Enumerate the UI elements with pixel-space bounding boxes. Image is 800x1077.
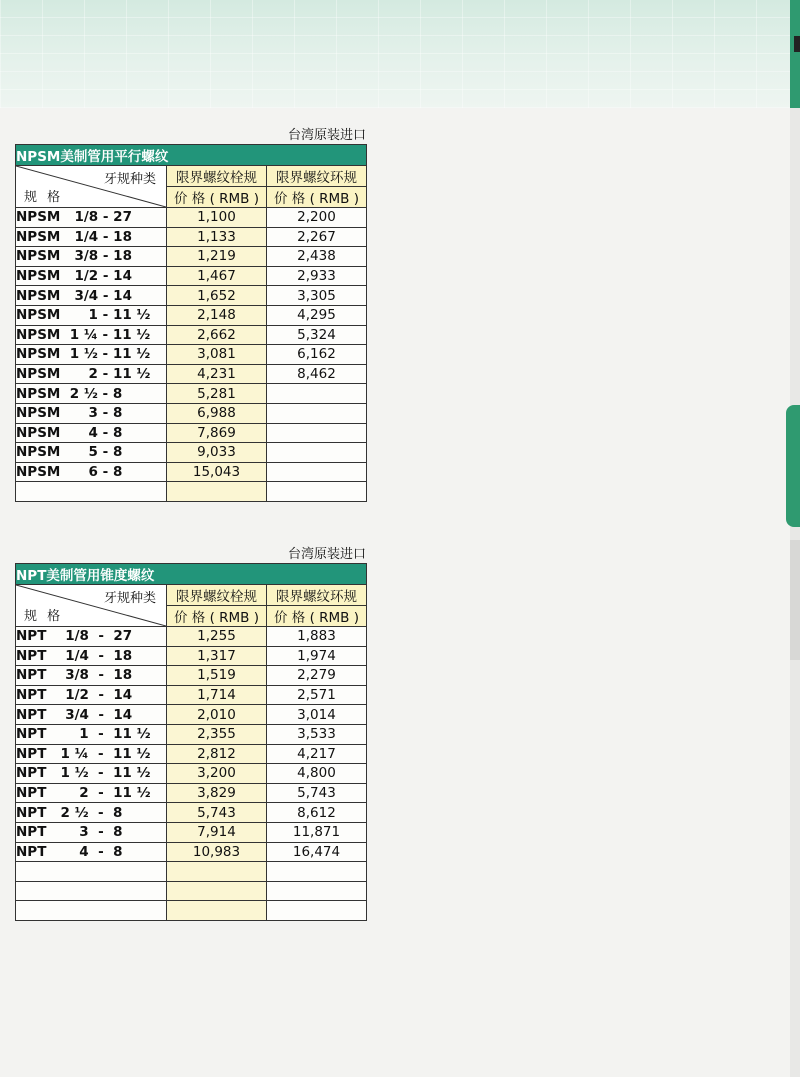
- spec-cell: [16, 881, 167, 901]
- plug-gauge-price: 1,100: [167, 208, 267, 228]
- ring-gauge-header: 限界螺纹环规: [267, 585, 367, 606]
- origin-label-npsm: 台湾原装进口: [287, 128, 366, 143]
- ring-gauge-price: [267, 862, 367, 882]
- table-row: [16, 443, 367, 463]
- ring-gauge-price: [267, 384, 367, 404]
- table-row: [16, 881, 367, 901]
- table-title-row: [16, 145, 367, 166]
- table-row: [16, 744, 367, 764]
- plug-gauge-price: 2,148: [167, 305, 267, 325]
- spec-cell: NPT 1 ½ - 11 ½: [16, 764, 167, 784]
- table-row: [16, 286, 367, 306]
- table-row: [16, 685, 367, 705]
- ring-gauge-price: 2,267: [267, 227, 367, 247]
- plug-gauge-price: [167, 901, 267, 921]
- right-edge-tab-section: [786, 405, 800, 527]
- ring-gauge-price: 2,279: [267, 666, 367, 686]
- spec-cell: NPSM 1 ½ - 11 ½: [16, 345, 167, 365]
- spec-label: 规 格: [24, 609, 64, 624]
- table-row: [16, 764, 367, 784]
- table-row: [16, 627, 367, 647]
- thread-type-label: 牙规种类: [103, 172, 156, 187]
- table-row: [16, 482, 367, 502]
- table-row: [16, 208, 367, 228]
- plug-gauge-price: 5,281: [167, 384, 267, 404]
- ring-gauge-price: [267, 462, 367, 482]
- ring-gauge-price: 2,571: [267, 685, 367, 705]
- npt-price-table: [15, 563, 367, 921]
- plug-price-header: 价 格 ( RMB ): [167, 606, 267, 627]
- spec-cell: NPSM 4 - 8: [16, 423, 167, 443]
- npsm-table-title: NPSM美制管用平行螺纹: [16, 145, 367, 166]
- table-row: [16, 462, 367, 482]
- table-row: [16, 403, 367, 423]
- ring-gauge-price: 3,305: [267, 286, 367, 306]
- right-edge-mark: [794, 36, 800, 52]
- ring-gauge-price: [267, 403, 367, 423]
- plug-gauge-header: 限界螺纹栓规: [167, 585, 267, 606]
- plug-gauge-price: 9,033: [167, 443, 267, 463]
- spec-cell: NPSM 5 - 8: [16, 443, 167, 463]
- spec-cell: NPT 3/4 - 14: [16, 705, 167, 725]
- npsm-price-table: [15, 144, 367, 502]
- spec-cell: NPT 1 - 11 ½: [16, 724, 167, 744]
- plug-gauge-price: [167, 862, 267, 882]
- header-row-1: [16, 166, 367, 187]
- plug-gauge-price: 6,988: [167, 403, 267, 423]
- ring-gauge-price: 2,438: [267, 247, 367, 267]
- thread-type-label: 牙规种类: [103, 591, 156, 606]
- table-row: [16, 266, 367, 286]
- plug-price-header: 价 格 ( RMB ): [167, 187, 267, 208]
- plug-gauge-price: 10,983: [167, 842, 267, 862]
- table-row: [16, 305, 367, 325]
- plug-gauge-price: 1,652: [167, 286, 267, 306]
- ring-gauge-price: 4,800: [267, 764, 367, 784]
- plug-gauge-price: 7,914: [167, 822, 267, 842]
- plug-gauge-price: [167, 482, 267, 502]
- table-row: [16, 842, 367, 862]
- plug-gauge-price: 1,133: [167, 227, 267, 247]
- plug-gauge-price: 5,743: [167, 803, 267, 823]
- page-header-band: [0, 0, 790, 108]
- plug-gauge-price: 1,317: [167, 646, 267, 666]
- spec-cell: NPSM 2 ½ - 8: [16, 384, 167, 404]
- table-row: [16, 247, 367, 267]
- ring-gauge-price: 1,974: [267, 646, 367, 666]
- table-title-row: [16, 564, 367, 585]
- table-row: [16, 803, 367, 823]
- plug-gauge-price: 3,829: [167, 783, 267, 803]
- spec-cell: NPT 3/8 - 18: [16, 666, 167, 686]
- plug-gauge-price: 15,043: [167, 462, 267, 482]
- header-row-1: [16, 585, 367, 606]
- spec-cell: NPSM 1/8 - 27: [16, 208, 167, 228]
- spec-cell: NPT 3 - 8: [16, 822, 167, 842]
- spec-cell: [16, 862, 167, 882]
- ring-gauge-price: 3,533: [267, 724, 367, 744]
- npsm-table-body: [16, 208, 367, 502]
- plug-gauge-price: 2,662: [167, 325, 267, 345]
- spec-cell: NPT 2 ½ - 8: [16, 803, 167, 823]
- spec-cell: NPSM 3/4 - 14: [16, 286, 167, 306]
- spec-cell: NPT 1/8 - 27: [16, 627, 167, 647]
- ring-gauge-price: 16,474: [267, 842, 367, 862]
- ring-gauge-price: 5,324: [267, 325, 367, 345]
- right-edge-strip: [790, 0, 800, 1077]
- ring-gauge-price: 11,871: [267, 822, 367, 842]
- spec-cell: NPSM 6 - 8: [16, 462, 167, 482]
- ring-gauge-price: 6,162: [267, 345, 367, 365]
- plug-gauge-price: 2,355: [167, 724, 267, 744]
- table-row: [16, 705, 367, 725]
- plug-gauge-price: 1,255: [167, 627, 267, 647]
- spec-cell: NPT 4 - 8: [16, 842, 167, 862]
- ring-gauge-price: [267, 443, 367, 463]
- plug-gauge-price: 1,519: [167, 666, 267, 686]
- right-edge-tab-lower: [790, 540, 800, 660]
- spec-cell: NPT 1/2 - 14: [16, 685, 167, 705]
- table-row: [16, 345, 367, 365]
- ring-gauge-price: 4,217: [267, 744, 367, 764]
- plug-gauge-header: 限界螺纹栓规: [167, 166, 267, 187]
- plug-gauge-price: 2,812: [167, 744, 267, 764]
- npt-table-title: NPT美制管用锥度螺纹: [16, 564, 367, 585]
- plug-gauge-price: [167, 881, 267, 901]
- right-edge-tab-top: [790, 0, 800, 108]
- ring-gauge-price: [267, 482, 367, 502]
- table-row: [16, 227, 367, 247]
- npt-table-body: [16, 627, 367, 921]
- table-row: [16, 862, 367, 882]
- ring-gauge-price: 8,462: [267, 364, 367, 384]
- table-row: [16, 423, 367, 443]
- spec-cell: NPSM 3/8 - 18: [16, 247, 167, 267]
- ring-gauge-price: 1,883: [267, 627, 367, 647]
- ring-gauge-price: 8,612: [267, 803, 367, 823]
- table-row: [16, 325, 367, 345]
- plug-gauge-price: 7,869: [167, 423, 267, 443]
- spec-type-header: [16, 166, 167, 208]
- ring-gauge-price: 5,743: [267, 783, 367, 803]
- ring-price-header: 价 格 ( RMB ): [267, 606, 367, 627]
- plug-gauge-price: 3,200: [167, 764, 267, 784]
- spec-cell: [16, 482, 167, 502]
- spec-cell: NPT 2 - 11 ½: [16, 783, 167, 803]
- spec-cell: NPSM 1 ¼ - 11 ½: [16, 325, 167, 345]
- ring-gauge-header: 限界螺纹环规: [267, 166, 367, 187]
- ring-gauge-price: [267, 881, 367, 901]
- table-row: [16, 646, 367, 666]
- spec-label: 规 格: [24, 190, 64, 205]
- ring-gauge-price: 4,295: [267, 305, 367, 325]
- spec-cell: NPSM 2 - 11 ½: [16, 364, 167, 384]
- ring-price-header: 价 格 ( RMB ): [267, 187, 367, 208]
- spec-cell: NPSM 3 - 8: [16, 403, 167, 423]
- ring-gauge-price: [267, 423, 367, 443]
- plug-gauge-price: 4,231: [167, 364, 267, 384]
- table-row: [16, 384, 367, 404]
- plug-gauge-price: 3,081: [167, 345, 267, 365]
- spec-cell: NPT 1 ¼ - 11 ½: [16, 744, 167, 764]
- spec-cell: NPSM 1/4 - 18: [16, 227, 167, 247]
- spec-cell: [16, 901, 167, 921]
- spec-cell: NPSM 1/2 - 14: [16, 266, 167, 286]
- ring-gauge-price: 2,200: [267, 208, 367, 228]
- plug-gauge-price: 1,467: [167, 266, 267, 286]
- table-row: [16, 783, 367, 803]
- spec-type-header: [16, 585, 167, 627]
- ring-gauge-price: [267, 901, 367, 921]
- table-row: [16, 901, 367, 921]
- plug-gauge-price: 1,219: [167, 247, 267, 267]
- table-row: [16, 822, 367, 842]
- table-row: [16, 724, 367, 744]
- plug-gauge-price: 2,010: [167, 705, 267, 725]
- ring-gauge-price: 2,933: [267, 266, 367, 286]
- table-row: [16, 364, 367, 384]
- spec-cell: NPT 1/4 - 18: [16, 646, 167, 666]
- spec-cell: NPSM 1 - 11 ½: [16, 305, 167, 325]
- origin-label-npt: 台湾原装进口: [287, 547, 366, 562]
- plug-gauge-price: 1,714: [167, 685, 267, 705]
- ring-gauge-price: 3,014: [267, 705, 367, 725]
- table-row: [16, 666, 367, 686]
